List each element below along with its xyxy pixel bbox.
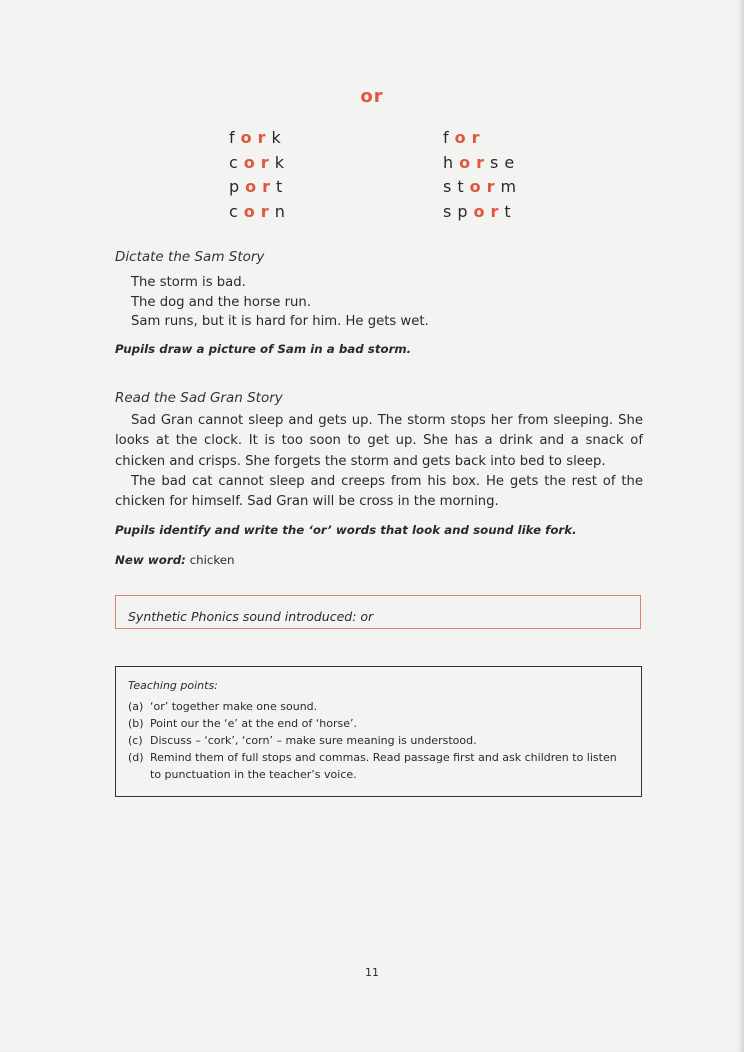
- new-word-value: chicken: [189, 553, 235, 567]
- gran-story-paragraph: Sad Gran cannot sleep and gets up. The storm stops her from sleeping. She looks at the clock. It is too soon to get up. She has a drink and a snack of chicken and crisps. She forgets the storm and gets back into bed to sleep.: [115, 413, 643, 469]
- sam-story-line: Sam runs, but it is hard for him. He gets wet.: [131, 314, 429, 329]
- page-number: 11: [365, 966, 379, 979]
- word-part-pre: h: [443, 152, 460, 172]
- new-word: [115, 553, 235, 567]
- word-part-post: k: [271, 128, 287, 147]
- word-right: [443, 200, 535, 225]
- word-part-pre: f: [229, 128, 241, 147]
- word-part-pre: st: [443, 177, 470, 196]
- teaching-point: [128, 732, 629, 749]
- word-right: [443, 126, 535, 151]
- word-right: [443, 175, 535, 200]
- sam-story-heading: Dictate the Sam Story: [115, 249, 265, 265]
- word-part-or: or: [469, 177, 501, 196]
- word-part-or: or: [473, 201, 505, 221]
- teaching-points-box: [115, 666, 642, 797]
- word-part-pre: f: [443, 128, 455, 147]
- sam-story-line: The dog and the horse run.: [131, 294, 311, 310]
- word-part-pre: c: [229, 152, 244, 172]
- teaching-point-text: Discuss – ‘cork’, ‘corn’ – make sure meaning is understood.: [150, 734, 477, 747]
- teaching-point-text: ‘or’ together make one sound.: [150, 700, 318, 713]
- teaching-point-letter: (d): [128, 751, 144, 764]
- teaching-points-heading: Teaching points:: [128, 679, 218, 692]
- word-part-or: or: [245, 177, 277, 196]
- word-part-post: n: [274, 201, 291, 221]
- teaching-point-letter: (b): [128, 717, 144, 730]
- word-right: [443, 151, 535, 176]
- synthetic-phonics-box: Synthetic Phonics sound introduced: or: [115, 595, 641, 629]
- word-left: [229, 200, 291, 225]
- gran-story-instruction: Pupils identify and write the ‘or’ words that look and sound like fork.: [115, 523, 577, 537]
- word-list-left: [229, 126, 291, 224]
- word-part-post: t: [504, 201, 517, 221]
- teaching-point: [128, 698, 629, 715]
- new-word-label: New word:: [115, 553, 186, 567]
- word-part-pre: p: [229, 177, 246, 196]
- word-list-right: [443, 126, 535, 224]
- gran-story-heading: Read the Sad Gran Story: [115, 390, 283, 406]
- word-part-post: t: [276, 177, 289, 196]
- teaching-point-text: Point our the ‘e’ at the end of ‘horse’.: [150, 717, 357, 730]
- word-left: [229, 126, 291, 151]
- sam-story-instruction: Pupils draw a picture of Sam in a bad storm.: [115, 342, 412, 356]
- page-title: or: [360, 86, 384, 107]
- word-part-or: or: [454, 128, 486, 147]
- word-part-post: k: [274, 152, 290, 172]
- word-part-or: or: [240, 128, 272, 147]
- teaching-point-letter: (a): [128, 700, 144, 713]
- word-part-or: or: [243, 201, 275, 221]
- teaching-point-letter: (c): [128, 734, 143, 747]
- word-left: [229, 151, 291, 176]
- sam-story-text: [131, 273, 429, 332]
- word-left: [229, 175, 291, 200]
- gran-story-paragraph: The bad cat cannot sleep and creeps from his box. He gets the rest of the chicken for himself. Sad Gran will be cross in the morning.: [115, 473, 643, 510]
- word-part-pre: sp: [443, 201, 474, 221]
- word-part-or: or: [459, 152, 491, 172]
- word-part-post: m: [500, 177, 523, 196]
- word-part-pre: c: [229, 201, 244, 221]
- sam-story-line: The storm is bad.: [131, 275, 246, 290]
- teaching-point-text: Remind them of full stops and commas. Read passage first and ask children to listen to punctuation in the teacher’s voice.: [150, 751, 617, 781]
- teaching-point: [128, 749, 629, 783]
- word-part-or: or: [243, 152, 275, 172]
- word-part-post: se: [490, 152, 521, 172]
- teaching-point: [128, 715, 629, 732]
- gran-story-text: [115, 411, 643, 512]
